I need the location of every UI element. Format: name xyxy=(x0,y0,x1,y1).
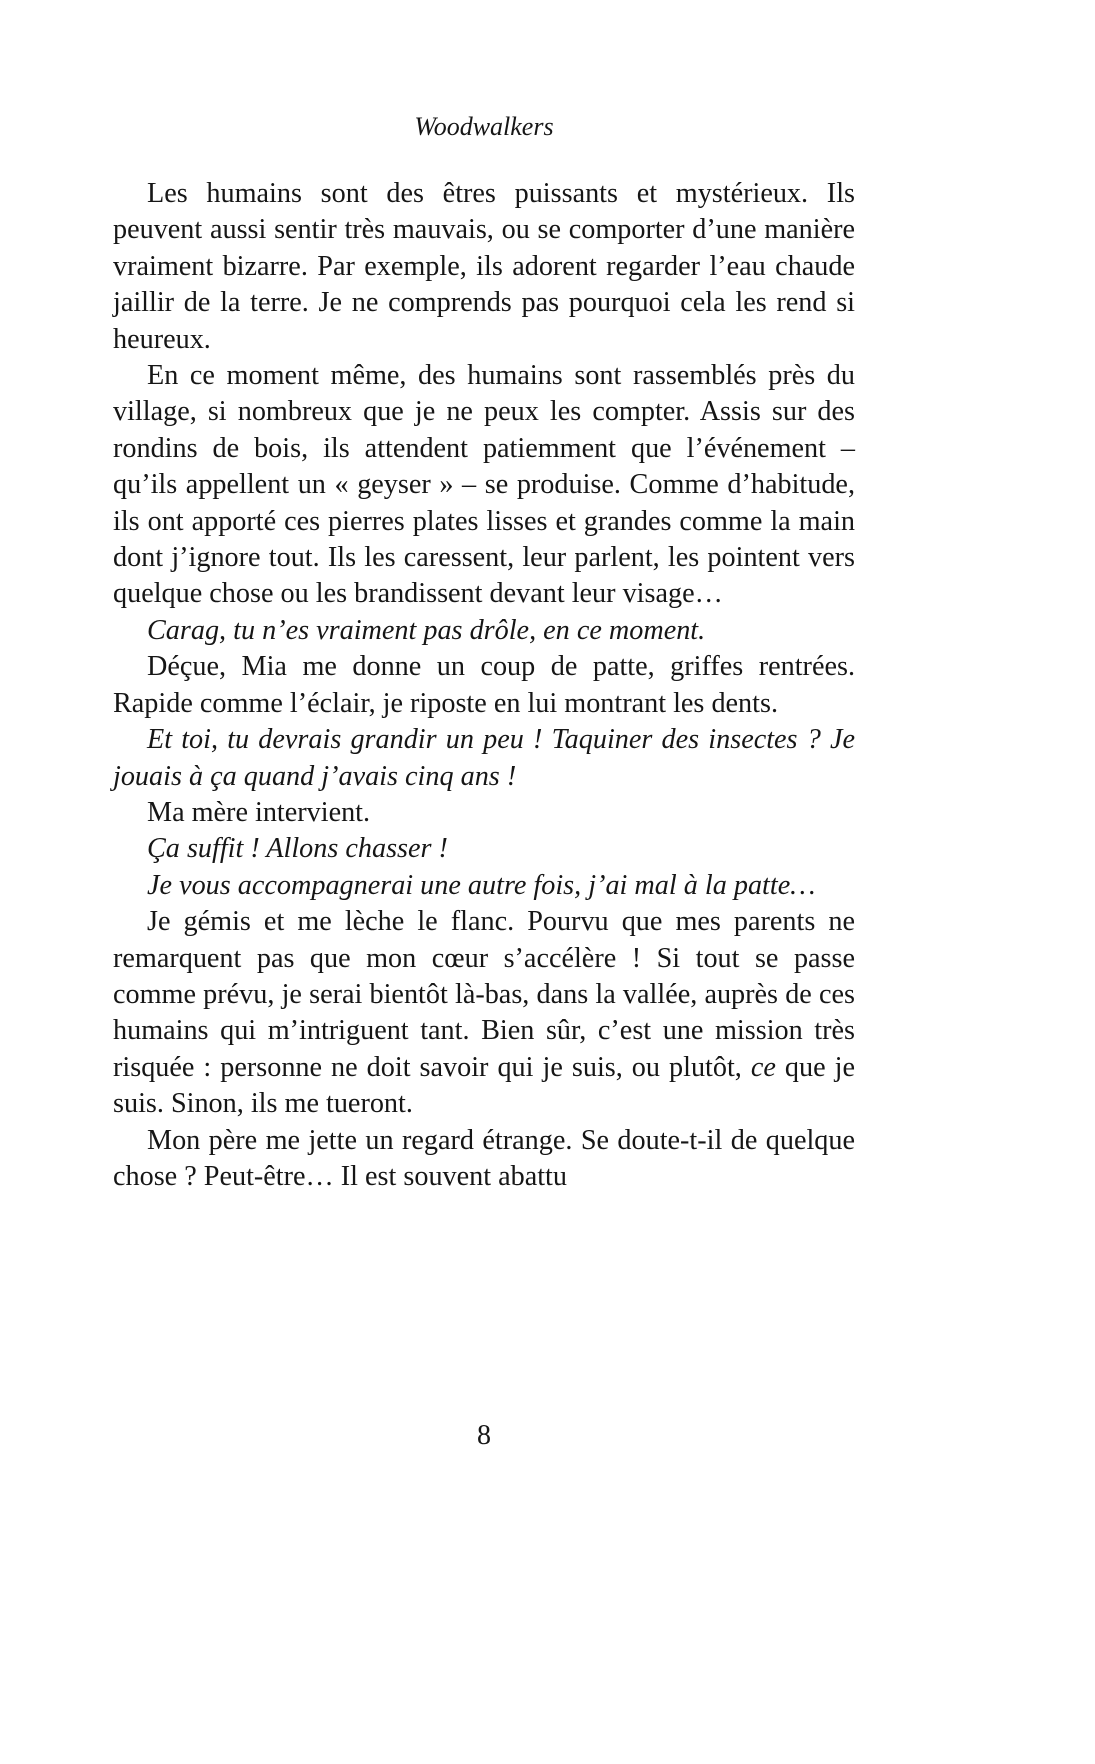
paragraph xyxy=(113,176,855,358)
paragraph xyxy=(113,1123,855,1196)
paragraph-text: Mon père me jette un regard étrange. Se doute-t-il de quelque chose ? Peut-être… Il est souvent abattu xyxy=(113,1124,855,1192)
paragraph-text: Les humains sont des êtres puissants et mystérieux. Ils peuvent aussi sentir très mauvais, ou se comporter d’une manière vraiment bizarre. Par exemple, ils adorent regarder l’eau chaude jaillir de la terre. Je ne comprends pas pourquoi cela les rend si heureux. xyxy=(113,178,855,355)
paragraph xyxy=(113,613,855,649)
paragraph xyxy=(113,831,855,867)
running-head: Woodwalkers xyxy=(414,112,554,141)
paragraph xyxy=(113,649,855,722)
paragraph-text: Je gémis et me lèche le flanc. Pourvu que mes parents ne remarquent pas que mon cœur s’accélère ! Si tout se passe comme prévu, je serai bientôt là-bas, dans la vallée, auprès de ces humains qui m’intriguent tant. Bien sûr, c’est une mission très risquée : personne ne doit savoir qui je suis, ou plutôt, xyxy=(113,906,855,1083)
paragraph-text: En ce moment même, des humains sont rassemblés près du village, si nombreux que je ne peux les compter. Assis sur des rondins de bois, ils attendent patiemment que l’événement – qu’ils appellent un « geyser » – se produise. Comme d’habitude, ils ont apporté ces pierres plates lisses et grandes comme la main dont j’ignore tout. Ils les caressent, leur parlent, les pointent vers quelque chose ou les brandissent devant leur visage… xyxy=(113,360,855,610)
paragraph xyxy=(113,868,855,904)
paragraph-text: Ma mère intervient. xyxy=(147,796,371,828)
paragraph xyxy=(113,795,855,831)
text-block xyxy=(113,176,855,1195)
paragraph-text-italic: Carag, tu n’es vraiment pas drôle, en ce moment. xyxy=(147,614,706,646)
paragraph xyxy=(113,904,855,1122)
paragraph-text-italic: Ça suffit ! Allons chasser ! xyxy=(147,833,448,865)
paragraph xyxy=(113,722,855,795)
page-number: 8 xyxy=(477,1420,491,1451)
paragraph-text: que je suis. Sinon, ils me tueront. xyxy=(113,1051,855,1120)
paragraph-text: Déçue, Mia me donne un coup de patte, griffes rentrées. Rapide comme l’éclair, je riposte en lui montrant les dents. xyxy=(113,651,855,719)
paragraph-text-italic: Et toi, tu devrais grandir un peu ! Taquiner des insectes ? Je jouais à ça quand j’avais cinq ans ! xyxy=(113,724,855,792)
paragraph-text-italic: ce xyxy=(750,1051,776,1083)
paragraph xyxy=(113,358,855,613)
paragraph-text-italic: Je vous accompagnerai une autre fois, j’ai mal à la patte… xyxy=(147,869,816,901)
